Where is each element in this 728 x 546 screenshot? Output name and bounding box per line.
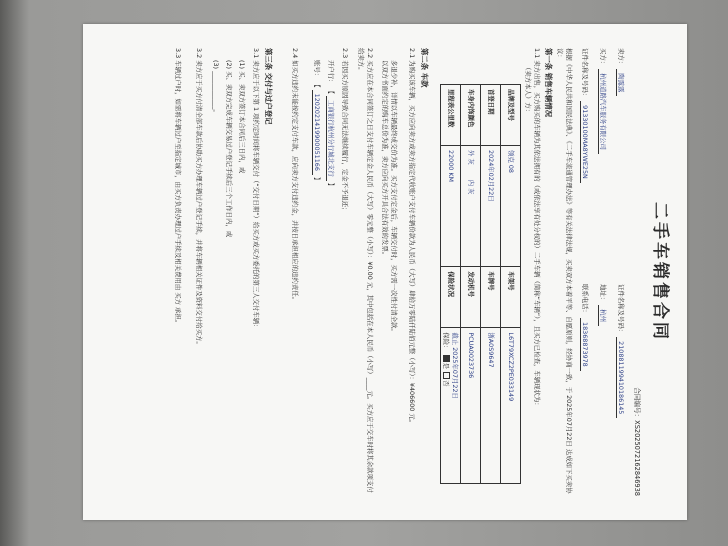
article2-p1: 2.1 为购买该车辆，买方应向卖方或卖方指定代收账户支付车辆价款为人民币（大写）肆拾万零陆仟陆佰元整（小写）：¥406600 元。 xyxy=(408,48,416,427)
table-cell: 浙A0S9647 xyxy=(481,328,501,484)
contract-title: 二手车销售合同 xyxy=(650,202,670,342)
article1-heading: 第一条 销售车辆情况 xyxy=(544,48,553,118)
table-cell-header: 里程表公里数 xyxy=(441,85,461,146)
buyer-name: 杭州道路汽车服务有限公司 xyxy=(598,69,607,154)
table-cell: 22000 KM xyxy=(441,146,461,267)
table-cell: PCUA0023736 xyxy=(461,328,481,484)
account-value: 1202021419900051166 xyxy=(312,90,321,175)
insurance-date: 截止 2025年07月22日 xyxy=(451,332,460,399)
article2-p1b: 多退少补，详情以车辆最终成交价为准。买方支付定金后，车辆交付时，买方需一次性付清全款。 xyxy=(390,60,398,335)
buyer-row xyxy=(598,48,607,154)
article3-opt3: (3) ____________。 xyxy=(212,60,220,116)
article2-p4: 2.4 如买方违约未能按约定支付车款，应向卖方支付违约金，并按日承担相应的违约责任。 xyxy=(291,48,299,304)
seller-label: 卖方： xyxy=(617,48,625,68)
table-cell-header: 保险状况 xyxy=(441,267,461,328)
bank-label: 开户行： xyxy=(327,60,335,86)
bank-value: 工商银行杭州分行城北支行 xyxy=(326,96,335,181)
table-row xyxy=(481,85,501,484)
article1-sub: （卖方本人）方： xyxy=(524,64,532,116)
table-cell-header: 发动机号 xyxy=(461,267,481,328)
table-cell: 外 灰 内 灰 xyxy=(461,146,481,267)
address-row xyxy=(598,284,607,326)
table-row xyxy=(461,85,481,484)
table-cell xyxy=(441,328,461,484)
table-cell-header: 车牌号 xyxy=(481,267,501,328)
table-row xyxy=(501,85,521,484)
credit-row xyxy=(580,48,589,183)
seller-id-label: 证件名称及号码： xyxy=(617,284,625,336)
phone-value: 18368873978 xyxy=(580,318,589,371)
article3-p1: 3.1 卖方应于以下第 1 项约定时间将车辆交付（“交付日期”）给买方或买方委托的第三人交付车辆： xyxy=(252,48,260,331)
checkbox-yes-icon xyxy=(443,355,450,362)
contract-number xyxy=(632,387,641,496)
table-cell-header: 车架号 xyxy=(501,267,521,328)
article3-heading: 第三条 交付与过户登记 xyxy=(264,48,273,125)
article1-clause: 1.1 卖方出售，买方购买的车辆为其依法拥有的（或依法享有处分权的）二手车辆（简称“车辆”），且买方已检查，车辆现状为： xyxy=(533,48,541,409)
account-row: 账号： 【 1202021419900051166 】 xyxy=(313,60,321,184)
phone-label: 联系电话： xyxy=(581,284,589,316)
credit-label: 证件名称及号码： xyxy=(581,48,589,100)
table-cell: 领克 08 xyxy=(501,146,521,267)
article2-p2: 2.2 买方应在本合同签订之日支付车辆定金人民币（大写）零元整（小写）：¥0.00 元，其中包括在本人民币（小写）____元。买方应于交车时将其余款项支付给卖方。 xyxy=(357,48,374,493)
address-value: 杭州 xyxy=(598,305,607,326)
article2-p1c: 以双方书面约定的购车总价为准，卖方应向买方开具合法有效的发票。 xyxy=(381,60,389,259)
contract-number-label: 合同编号： xyxy=(633,387,641,421)
contract-number-value: XS2025072162846938 xyxy=(633,420,641,496)
article3-p3: 3.3 车辆过户时，如需将车辆过户至指定城市，由买方负责办理过户手续及相关费用由 买方 承担。 xyxy=(174,48,182,327)
article2-p3: 2.3 若因买方原因导致合同无法继续履行，定金不予退还； xyxy=(341,48,349,214)
article2-heading: 第二条 车款 xyxy=(420,48,429,88)
warranty-no: 否 xyxy=(442,380,451,387)
intro-text: 根据《中华人民共和国民法典》、《二手车流通管理办法》等有关法律法规，买卖双方本着平等、自愿原则，经协商一致，于 2025年07月22日 达成如下买卖协议： xyxy=(556,48,573,494)
bank-row: 开户行： 【 工商银行杭州分行城北支行 】 xyxy=(327,60,335,190)
table-row xyxy=(441,85,461,484)
phone-row xyxy=(580,284,589,371)
table-cell: L6T79XCZ2PE033149 xyxy=(501,328,521,484)
warranty-yes: 是 xyxy=(442,362,451,370)
seller-name: 陶露露 xyxy=(616,69,625,96)
seller-id-row xyxy=(616,284,625,418)
credit-value: 91330100MA8YWE25N xyxy=(580,101,589,183)
seller-row xyxy=(616,48,625,96)
table-cell: 2024年02月22日 xyxy=(481,146,501,267)
table-cell-header: 品牌及型号 xyxy=(501,85,521,146)
buyer-label: 买方： xyxy=(599,48,607,68)
warranty-label: 保险： xyxy=(442,332,451,352)
article3-p2: 3.2 卖方应于买方付清全部车款后协助买方办理车辆过户登记手续，并将车辆相关证件及资料交付给买方。 xyxy=(195,48,203,348)
contract-page xyxy=(83,24,687,520)
article3-opt2: (2) 买、卖双方完成车辆交易过户登记手续后三个工作日内，或 xyxy=(225,60,233,238)
contract-paper xyxy=(83,24,687,520)
checkbox-no-icon xyxy=(443,372,450,379)
insurance-checkbox-row xyxy=(442,332,451,479)
table-cell-header: 车身内饰颜色 xyxy=(461,85,481,146)
address-label: 地址： xyxy=(599,284,607,304)
vehicle-table xyxy=(440,84,521,484)
seller-id-value: 210881199410186145 xyxy=(616,337,625,418)
article3-opt1: (1) 买、卖双方签订本合同后三日内，或 xyxy=(238,60,246,174)
table-cell-header: 首登日期 xyxy=(481,85,501,146)
account-label: 账号： xyxy=(313,60,321,80)
